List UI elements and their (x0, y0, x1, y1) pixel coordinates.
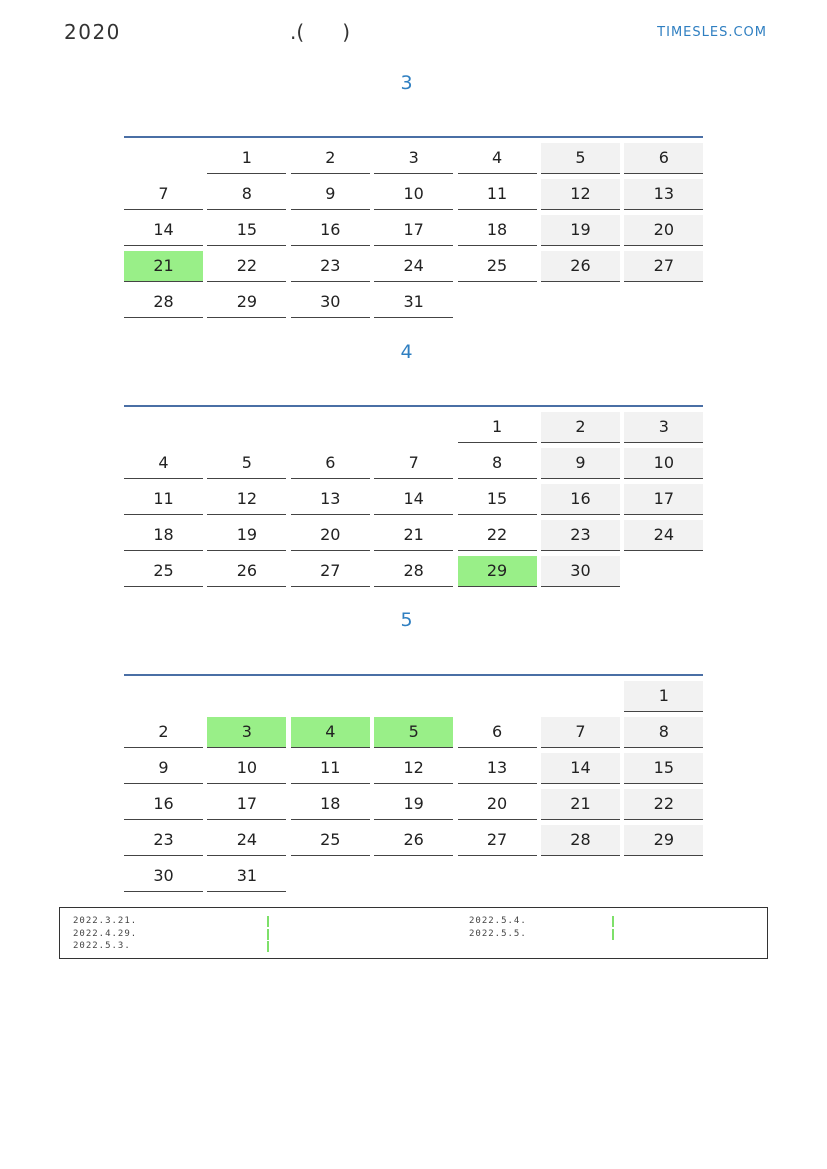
day-cell: 6 (291, 448, 370, 479)
day-cell: 22 (624, 789, 703, 820)
month-calendar-march (124, 136, 703, 318)
day-cell: 17 (624, 484, 703, 515)
day-cell: 6 (458, 717, 537, 748)
day-cell: 10 (624, 448, 703, 479)
empty-day-cell (624, 287, 703, 318)
day-cell: 12 (207, 484, 286, 515)
day-cell: 18 (458, 215, 537, 246)
month-divider (124, 405, 703, 407)
holiday-day-cell: 5 (374, 717, 453, 748)
day-cell: 19 (207, 520, 286, 551)
day-cell: 28 (124, 287, 203, 318)
day-cell: 29 (207, 287, 286, 318)
empty-day-cell (624, 556, 703, 587)
day-cell: 29 (624, 825, 703, 856)
holiday-marker (267, 941, 269, 952)
day-cell: 12 (541, 179, 620, 210)
empty-day-cell (124, 681, 203, 712)
day-cell: 30 (124, 861, 203, 892)
empty-day-cell (207, 681, 286, 712)
day-cell: 7 (374, 448, 453, 479)
day-cell: 1 (207, 143, 286, 174)
holiday-day-cell: 3 (207, 717, 286, 748)
day-cell: 16 (124, 789, 203, 820)
empty-day-cell (124, 412, 203, 443)
holiday-marker (267, 929, 269, 940)
day-cell: 14 (541, 753, 620, 784)
empty-day-cell (458, 287, 537, 318)
day-cell: 14 (374, 484, 453, 515)
holiday-day-cell: 29 (458, 556, 537, 587)
day-cell: 13 (458, 753, 537, 784)
day-cell: 23 (541, 520, 620, 551)
day-cell: 30 (291, 287, 370, 318)
day-cell: 9 (291, 179, 370, 210)
day-cell: 22 (458, 520, 537, 551)
month-divider (124, 136, 703, 138)
day-cell: 27 (291, 556, 370, 587)
day-cell: 3 (624, 412, 703, 443)
day-cell: 22 (207, 251, 286, 282)
day-cell: 27 (458, 825, 537, 856)
day-cell: 14 (124, 215, 203, 246)
empty-day-cell (458, 681, 537, 712)
day-cell: 15 (624, 753, 703, 784)
legend-item: 2022.5.3. (73, 940, 273, 953)
day-cell: 20 (291, 520, 370, 551)
day-cell: 19 (541, 215, 620, 246)
empty-day-cell (374, 861, 453, 892)
day-cell: 21 (541, 789, 620, 820)
holiday-day-cell: 21 (124, 251, 203, 282)
day-cell: 11 (458, 179, 537, 210)
day-cell: 12 (374, 753, 453, 784)
month-title-march: 3 (400, 72, 413, 94)
day-cell: 17 (207, 789, 286, 820)
empty-day-cell (291, 861, 370, 892)
page-title: 2020 (64, 20, 121, 44)
day-cell: 11 (291, 753, 370, 784)
day-cell: 25 (458, 251, 537, 282)
legend-column-right (469, 915, 669, 940)
day-cell: 27 (624, 251, 703, 282)
day-cell: 15 (207, 215, 286, 246)
day-cell: 16 (291, 215, 370, 246)
day-cell: 30 (541, 556, 620, 587)
day-cell: 18 (124, 520, 203, 551)
holiday-marker (612, 929, 614, 940)
day-cell: 5 (541, 143, 620, 174)
day-cell: 25 (291, 825, 370, 856)
day-grid (124, 412, 703, 587)
day-cell: 28 (541, 825, 620, 856)
day-cell: 8 (207, 179, 286, 210)
day-cell: 26 (541, 251, 620, 282)
empty-day-cell (541, 287, 620, 318)
day-cell: 23 (124, 825, 203, 856)
day-cell: 13 (291, 484, 370, 515)
day-cell: 24 (207, 825, 286, 856)
day-cell: 1 (624, 681, 703, 712)
day-cell: 26 (207, 556, 286, 587)
day-cell: 2 (541, 412, 620, 443)
day-cell: 11 (124, 484, 203, 515)
legend-column-left (73, 915, 273, 953)
holiday-day-cell: 4 (291, 717, 370, 748)
day-cell: 1 (458, 412, 537, 443)
day-cell: 24 (624, 520, 703, 551)
empty-day-cell (374, 681, 453, 712)
day-cell: 2 (291, 143, 370, 174)
day-cell: 9 (124, 753, 203, 784)
day-cell: 2 (124, 717, 203, 748)
day-grid (124, 681, 703, 892)
month-divider (124, 674, 703, 676)
day-cell: 31 (207, 861, 286, 892)
day-cell: 10 (207, 753, 286, 784)
day-cell: 10 (374, 179, 453, 210)
legend-item: 2022.3.21. (73, 915, 273, 928)
day-cell: 7 (124, 179, 203, 210)
day-cell: 24 (374, 251, 453, 282)
holiday-marker (267, 916, 269, 927)
empty-day-cell (374, 412, 453, 443)
day-cell: 19 (374, 789, 453, 820)
day-grid (124, 143, 703, 318)
title-punctuation: .( ) (290, 20, 351, 44)
day-cell: 20 (624, 215, 703, 246)
day-cell: 8 (624, 717, 703, 748)
empty-day-cell (291, 681, 370, 712)
empty-day-cell (124, 143, 203, 174)
day-cell: 21 (374, 520, 453, 551)
day-cell: 3 (374, 143, 453, 174)
day-cell: 6 (624, 143, 703, 174)
legend-item: 2022.5.5. (469, 928, 669, 941)
legend-item: 2022.5.4. (469, 915, 669, 928)
day-cell: 9 (541, 448, 620, 479)
day-cell: 23 (291, 251, 370, 282)
day-cell: 7 (541, 717, 620, 748)
empty-day-cell (541, 681, 620, 712)
day-cell: 13 (624, 179, 703, 210)
empty-day-cell (458, 861, 537, 892)
day-cell: 15 (458, 484, 537, 515)
day-cell: 4 (458, 143, 537, 174)
month-title-april: 4 (400, 341, 413, 363)
empty-day-cell (291, 412, 370, 443)
day-cell: 18 (291, 789, 370, 820)
day-cell: 5 (207, 448, 286, 479)
holiday-marker (612, 916, 614, 927)
holiday-legend (59, 907, 768, 959)
empty-day-cell (624, 861, 703, 892)
empty-day-cell (541, 861, 620, 892)
day-cell: 31 (374, 287, 453, 318)
month-calendar-may (124, 674, 703, 892)
month-calendar-april (124, 405, 703, 587)
day-cell: 16 (541, 484, 620, 515)
empty-day-cell (207, 412, 286, 443)
legend-item: 2022.4.29. (73, 928, 273, 941)
day-cell: 17 (374, 215, 453, 246)
day-cell: 25 (124, 556, 203, 587)
day-cell: 4 (124, 448, 203, 479)
day-cell: 28 (374, 556, 453, 587)
site-logo-link[interactable]: TIMESLES.COM (657, 25, 767, 40)
day-cell: 20 (458, 789, 537, 820)
month-title-may: 5 (400, 609, 413, 631)
day-cell: 8 (458, 448, 537, 479)
day-cell: 26 (374, 825, 453, 856)
